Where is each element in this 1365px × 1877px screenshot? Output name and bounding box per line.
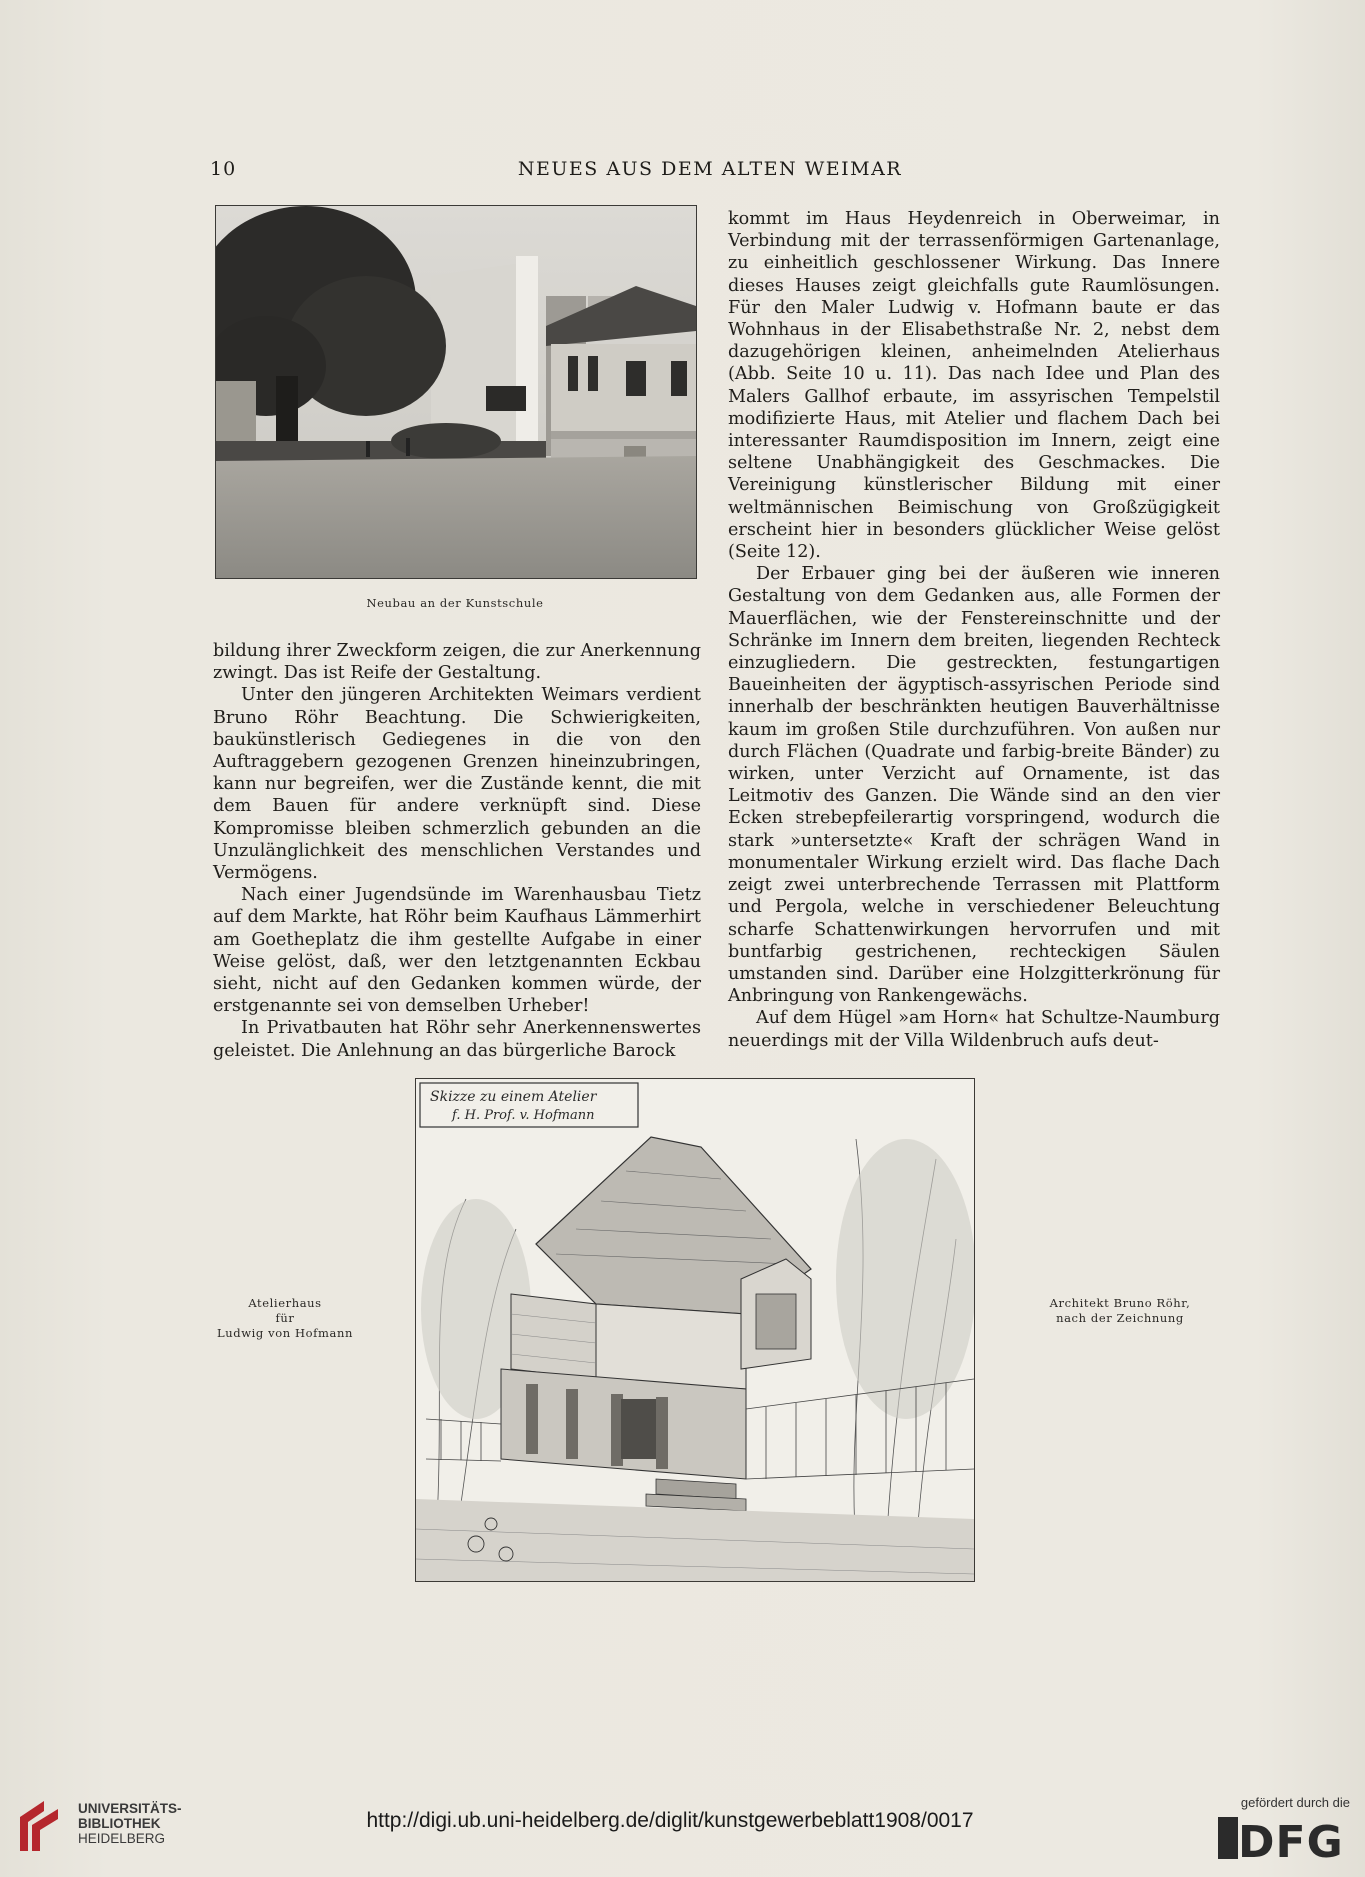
running-head bbox=[200, 158, 1220, 188]
text-column-left bbox=[213, 640, 701, 1062]
paragraph: Auf dem Hügel »am Horn« hat Schultze-Naumburg neuerdings mit der Villa Wildenbruch aufs deut- bbox=[728, 1008, 1220, 1051]
sketch-illustration bbox=[416, 1079, 974, 1581]
library-line: UNIVERSITÄTS- bbox=[78, 1801, 182, 1816]
dfg-logo bbox=[1200, 1795, 1350, 1865]
paragraph: kommt im Haus Heydenreich in Oberweimar, in Verbindung mit der terrassenförmigen Gartenanlage, zu einheitlich geschlossener Wirkung. Das Innere dieses Hauses zeigt gleichfalls gute Raumlösungen. Für den Maler Ludwig v. Hofmann baute er das Wohnhaus in der Elisabethstraße Nr. 2, nebst dem dazugehörigen kleinen, anheimelnden Atelierhaus (Abb. Seite 10 u. 11). Das nach Idee und Plan des Malers Gallhof erbaute, im assyrischen Tempelstil modifizierte Haus, mit Atelier und flachem Dach bei interessanter Raumdisposition im Innern, zeigt eine seltene Unabhängigkeit des Geschmackes. Die Vereinigung künstlerischer Bildung mit einer weltmännischen Beimischung von Großzügigkeit erscheint hier in besonders glücklicher Weise gelöst (Seite 12). bbox=[728, 209, 1220, 563]
permalink-url[interactable]: http://digi.ub.uni-heidelberg.de/diglit/kunstgewerbeblatt1908/0017 bbox=[366, 1809, 974, 1832]
funder-name: DFG bbox=[1238, 1817, 1344, 1863]
page-number: 10 bbox=[210, 158, 237, 180]
photo-caption: Neubau an der Kunstschule bbox=[366, 596, 544, 610]
sketch-inscription: Skizze zu einem Atelier bbox=[430, 1089, 597, 1105]
sketch-caption-left bbox=[205, 1296, 365, 1341]
page-title: NEUES AUS DEM ALTEN WEIMAR bbox=[517, 158, 903, 180]
sketch-atelierhaus bbox=[415, 1078, 975, 1582]
photo-illustration bbox=[216, 206, 696, 578]
caption-line: Architekt Bruno Röhr, bbox=[1049, 1296, 1191, 1310]
library-line: BIBLIOTHEK bbox=[78, 1816, 161, 1831]
caption-line: Atelierhaus bbox=[248, 1296, 322, 1310]
paragraph: Der Erbauer ging bei der äußeren wie inneren Gestaltung von dem Gedanken aus, alle Formen der Mauerflächen, wie der Fenstereinschnitte und der Schränke im Innern dem breiten, liegenden Rechteck einzugliedern. Die gestreckten, festungartigen Baueinheiten der ägyptisch-assyrischen Periode sind innerhalb der beschränkten heutigen Bauverhältnisse kaum im großen Stile durchzuführen. Von außen nur durch Flächen (Quadrate und farbig-breite Bänder) zu wirken, unter Verzicht auf Ornamente, ist das Leitmotiv des Ganzen. Die Wände sind an den vier Ecken strebepfeilerartig vorspringend, wodurch die stark »untersetzte« Kraft der schrägen Wand in monumentaler Wirkung erzielt wird. Das flache Dach zeigt zwei unterbrechende Terrassen mit Plattform und Pergola, welche in verschiedener Beleuchtung scharfe Schattenwirkungen hervorrufen und mit buntfarbig gestrichenen, rechteckigen Säulen umstanden sind. Darüber eine Holzgitterkrönung für Anbringung von Rankengewächs. bbox=[728, 564, 1220, 1007]
university-library-logo bbox=[14, 1795, 204, 1855]
text-column-right bbox=[728, 208, 1220, 1052]
funding-label: gefördert durch die bbox=[1240, 1795, 1350, 1810]
caption-line: nach der Zeichnung bbox=[1056, 1311, 1184, 1325]
library-line: HEIDELBERG bbox=[78, 1831, 166, 1846]
library-emblem-icon bbox=[14, 1795, 70, 1855]
library-name bbox=[78, 1801, 182, 1846]
paragraph: Nach einer Jugendsünde im Warenhausbau Tietz auf dem Markte, hat Röhr beim Kaufhaus Lämmerhirt am Goetheplatz die ihm gestellte Aufgabe in einer Weise gelöst, daß, wer den letztgenannten Eckbau sieht, nicht auf den Gedanken kommen würde, der erstgenannte sei von demselben Urheber! bbox=[213, 885, 701, 1017]
paragraph: bildung ihrer Zweckform zeigen, die zur Anerkennung zwingt. Das ist Reife der Gestaltung. bbox=[213, 641, 701, 684]
caption-line: Ludwig von Hofmann bbox=[216, 1326, 353, 1340]
dfg-wordmark-icon bbox=[1218, 1813, 1350, 1863]
paragraph: In Privatbauten hat Röhr sehr Anerkennenswertes geleistet. Die Anlehnung an das bürgerliche Barock bbox=[213, 1018, 701, 1061]
paragraph: Unter den jüngeren Architekten Weimars verdient Bruno Röhr Beachtung. Die Schwierigkeiten, baukünstlerisch Gediegenes in die von den Auftraggebern gezogenen Grenzen hineinzubringen, kann nur begreifen, wer die Zustände kennt, die mit dem Bauen für andere verknüpft sind. Diese Kompromisse bleiben schmerzlich gebunden an die Unzulänglichkeit des menschlichen Verstandes und Vermögens. bbox=[213, 685, 701, 884]
sketch-inscription: f. H. Prof. v. Hofmann bbox=[452, 1108, 595, 1123]
caption-line: für bbox=[275, 1311, 295, 1325]
photo-neubau-kunstschule bbox=[215, 205, 697, 579]
sketch-caption-right bbox=[1040, 1296, 1200, 1326]
